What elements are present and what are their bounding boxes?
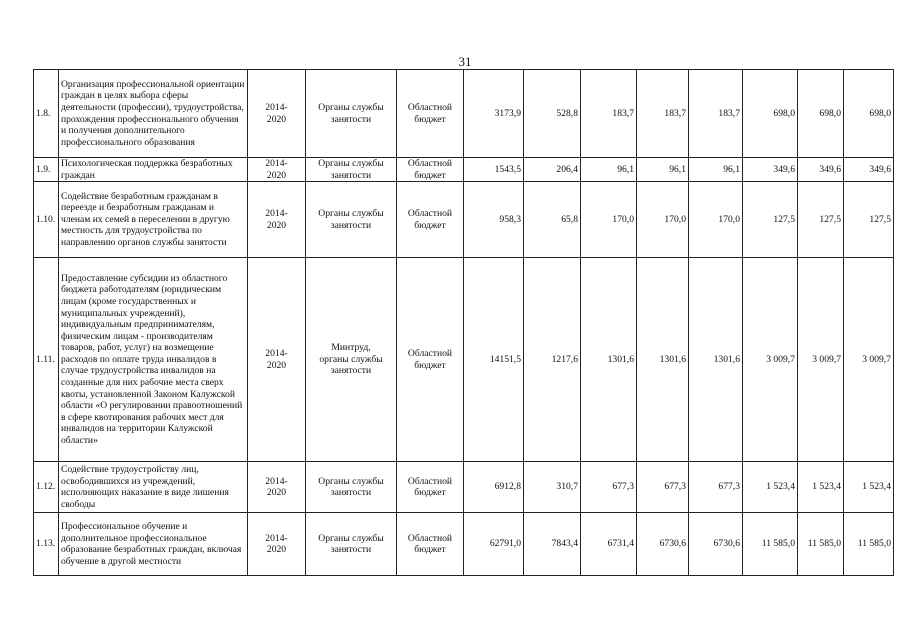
amount-total: 6912,8	[464, 462, 524, 513]
activity-description: Психологическая поддержка безработных граждан	[59, 158, 248, 182]
amount-year-2: 170,0	[581, 182, 637, 258]
amount-year-3: 96,1	[637, 158, 689, 182]
amount-year-7: 11 585,0	[844, 513, 894, 576]
executor-cell: Органы службы занятости	[306, 462, 397, 513]
amount-year-6: 349,6	[798, 158, 844, 182]
period-cell: 2014- 2020	[248, 258, 306, 462]
amount-year-3: 170,0	[637, 182, 689, 258]
amount-year-5: 127,5	[743, 182, 798, 258]
amount-year-7: 127,5	[844, 182, 894, 258]
amount-year-4: 677,3	[689, 462, 743, 513]
row-number: 1.8.	[34, 70, 59, 158]
amount-total: 62791,0	[464, 513, 524, 576]
activity-description: Содействие безработным гражданам в переезде и безработным гражданам и членам их семей в переселении в другую местность для трудоустройства по направлению органов службы занятости	[59, 182, 248, 258]
row-number: 1.13.	[34, 513, 59, 576]
amount-year-6: 127,5	[798, 182, 844, 258]
amount-total: 958,3	[464, 182, 524, 258]
amount-year-5: 698,0	[743, 70, 798, 158]
amount-year-4: 1301,6	[689, 258, 743, 462]
row-number: 1.9.	[34, 158, 59, 182]
period-cell: 2014- 2020	[248, 182, 306, 258]
activity-description: Организация профессиональной ориентации граждан в целях выбора сферы деятельности (профессии), трудоустройства, прохождения профессионального обучения и получения дополнительного профессионального образования	[59, 70, 248, 158]
amount-total: 1543,5	[464, 158, 524, 182]
table-row	[34, 182, 894, 258]
funding-source-cell: Областной бюджет	[397, 462, 464, 513]
amount-year-6: 11 585,0	[798, 513, 844, 576]
amount-year-5: 349,6	[743, 158, 798, 182]
row-number: 1.12.	[34, 462, 59, 513]
table-row	[34, 258, 894, 462]
amount-year-1: 7843,4	[524, 513, 581, 576]
page-number: 31	[458, 54, 472, 69]
amount-year-4: 96,1	[689, 158, 743, 182]
amount-year-4: 170,0	[689, 182, 743, 258]
executor-cell: Органы службы занятости	[306, 182, 397, 258]
amount-year-2: 183,7	[581, 70, 637, 158]
amount-year-4: 183,7	[689, 70, 743, 158]
period-cell: 2014- 2020	[248, 70, 306, 158]
period-cell: 2014- 2020	[248, 513, 306, 576]
amount-year-2: 6731,4	[581, 513, 637, 576]
amount-year-5: 3 009,7	[743, 258, 798, 462]
amount-year-2: 677,3	[581, 462, 637, 513]
executor-cell: Минтруд, органы службы занятости	[306, 258, 397, 462]
amount-year-6: 3 009,7	[798, 258, 844, 462]
executor-cell: Органы службы занятости	[306, 158, 397, 182]
amount-year-5: 11 585,0	[743, 513, 798, 576]
table-row	[34, 513, 894, 576]
table-row	[34, 158, 894, 182]
executor-cell: Органы службы занятости	[306, 513, 397, 576]
amount-year-7: 1 523,4	[844, 462, 894, 513]
amount-year-1: 206,4	[524, 158, 581, 182]
amount-year-5: 1 523,4	[743, 462, 798, 513]
table-row	[34, 462, 894, 513]
amount-year-3: 1301,6	[637, 258, 689, 462]
amount-year-1: 1217,6	[524, 258, 581, 462]
funding-source-cell: Областной бюджет	[397, 182, 464, 258]
table-row	[34, 70, 894, 158]
activity-description: Предоставление субсидии из областного бюджета работодателям (юридическим лицам (кроме государственных и муниципальных учреждений), индивидуальным предпринимателям, физическим лицам - производителям товаров, работ, услуг) на возмещение расходов по оплате труда инвалидов в случае трудоустройства инвалидов на созданные для них рабочие места сверх квоты, установленной Законом Калужской области «О регулировании правоотношений в сфере квотирования рабочих мест для инвалидов на территории Калужской области»	[59, 258, 248, 462]
amount-year-1: 528,8	[524, 70, 581, 158]
amount-year-6: 1 523,4	[798, 462, 844, 513]
amount-year-3: 183,7	[637, 70, 689, 158]
amount-year-7: 3 009,7	[844, 258, 894, 462]
funding-source-cell: Областной бюджет	[397, 513, 464, 576]
activity-description: Профессиональное обучение и дополнительное профессиональное образование безработных граждан, включая обучение в другой местности	[59, 513, 248, 576]
amount-year-3: 677,3	[637, 462, 689, 513]
amount-total: 14151,5	[464, 258, 524, 462]
amount-total: 3173,9	[464, 70, 524, 158]
amount-year-2: 1301,6	[581, 258, 637, 462]
activity-description: Содействие трудоустройству лиц, освободившихся из учреждений, исполняющих наказание в виде лишения свободы	[59, 462, 248, 513]
amount-year-7: 698,0	[844, 70, 894, 158]
funding-source-cell: Областной бюджет	[397, 70, 464, 158]
amount-year-3: 6730,6	[637, 513, 689, 576]
executor-cell: Органы службы занятости	[306, 70, 397, 158]
funding-source-cell: Областной бюджет	[397, 258, 464, 462]
period-cell: 2014- 2020	[248, 462, 306, 513]
amount-year-7: 349,6	[844, 158, 894, 182]
amount-year-2: 96,1	[581, 158, 637, 182]
row-number: 1.10.	[34, 182, 59, 258]
period-cell: 2014- 2020	[248, 158, 306, 182]
program-activities-table	[33, 69, 894, 576]
amount-year-1: 65,8	[524, 182, 581, 258]
funding-source-cell: Областной бюджет	[397, 158, 464, 182]
amount-year-1: 310,7	[524, 462, 581, 513]
amount-year-4: 6730,6	[689, 513, 743, 576]
amount-year-6: 698,0	[798, 70, 844, 158]
row-number: 1.11.	[34, 258, 59, 462]
